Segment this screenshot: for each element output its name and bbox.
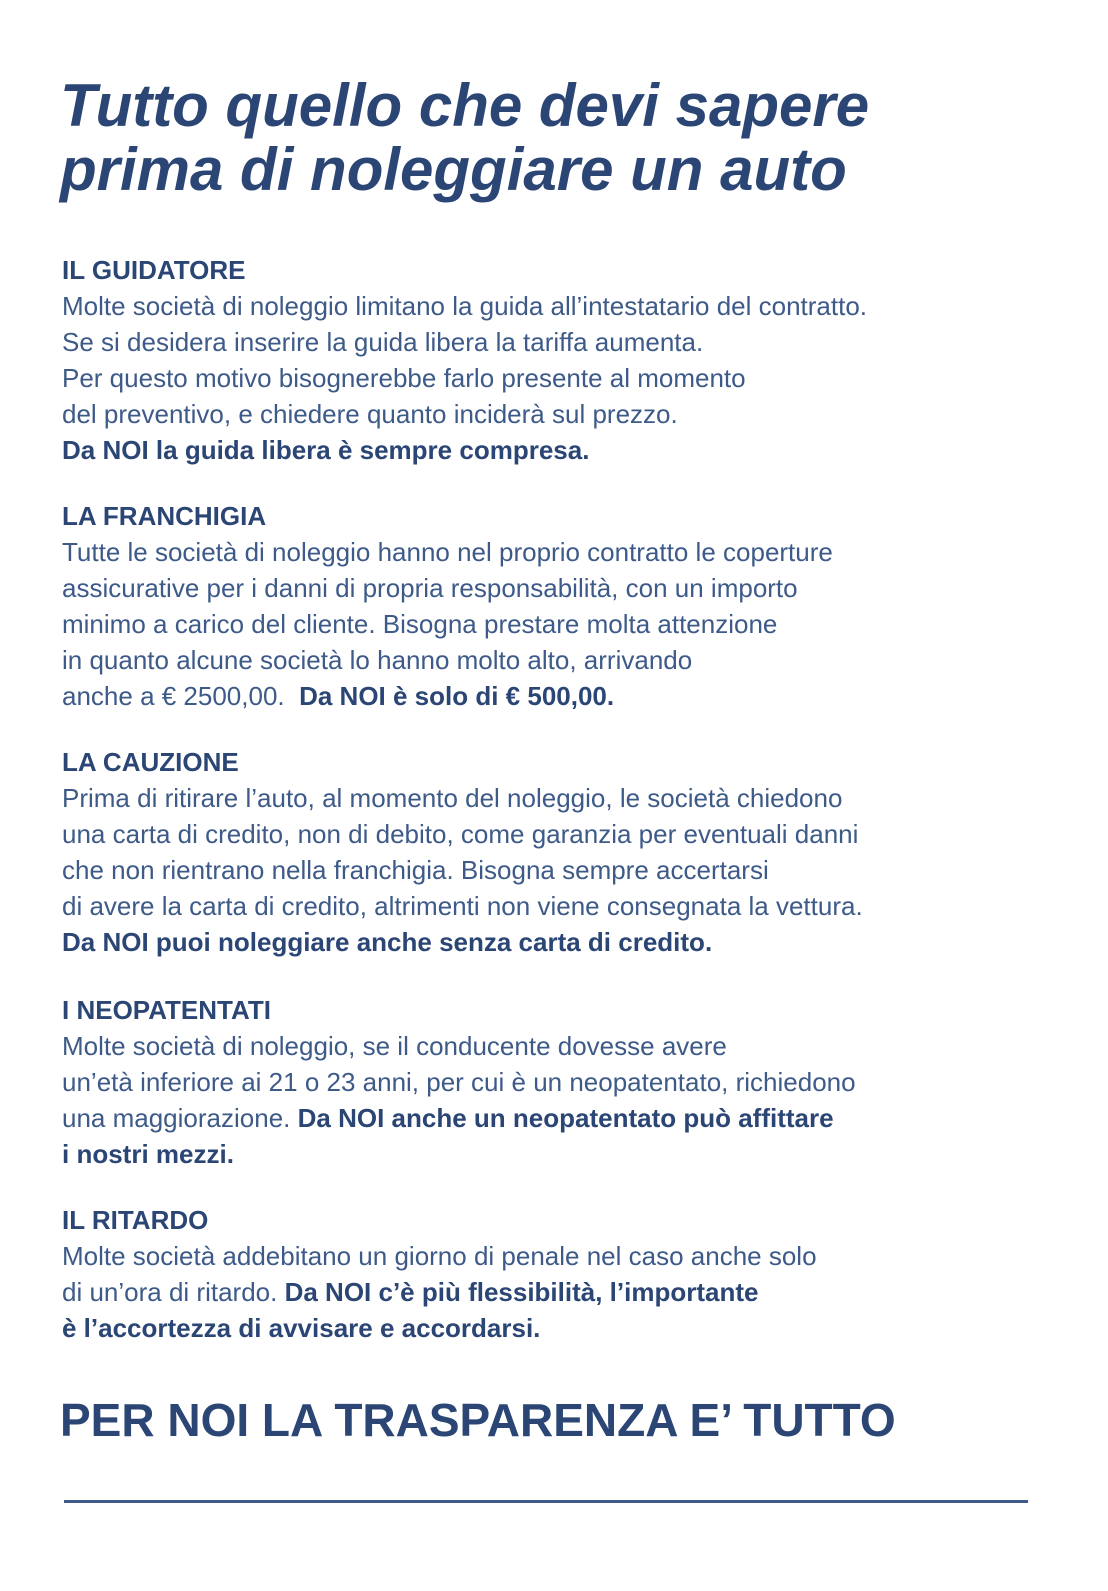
body-line: minimo a carico del cliente. Bisogna prestare molta attenzione [62,609,778,639]
highlight-text: Da NOI è solo di € 500,00. [299,681,615,711]
highlight-text: Da NOI la guida libera è sempre compresa. [62,435,590,465]
body-line-with-highlight [62,1100,1082,1136]
page-title-line-1: Tutto quello che devi sapere [60,72,870,139]
body-line-with-highlight [62,1274,1082,1310]
body-line: Molte società addebitano un giorno di penale nel caso anche solo [62,1241,817,1271]
closing-slogan: PER NOI LA TRASPARENZA E’ TUTTO [60,1394,896,1446]
body-line: assicurative per i danni di propria responsabilità, con un importo [62,573,798,603]
page-title-line-2: prima di noleggiare un auto [60,136,847,203]
body-line: una carta di credito, non di debito, come garanzia per eventuali danni [62,819,859,849]
section-body [62,1028,1082,1172]
body-line: Molte società di noleggio, se il conducente dovesse avere [62,1031,727,1061]
highlight-text: Da NOI c’è più flessibilità, l’importante [284,1277,759,1307]
body-line: del preventivo, e chiedere quanto inciderà sul prezzo. [62,399,678,429]
section-heading: I NEOPATENTATI [62,995,271,1025]
body-text: anche a € 2500,00. [62,681,285,711]
section-heading: LA CAUZIONE [62,747,239,777]
body-line: di avere la carta di credito, altrimenti non viene consegnata la vettura. [62,891,863,921]
section-body [62,288,1082,468]
section-franchigia [62,498,1082,714]
highlight-text: Da NOI anche un neopatentato può affittare [297,1103,834,1133]
body-line-with-highlight [62,678,1082,714]
body-line: Tutte le società di noleggio hanno nel proprio contratto le coperture [62,537,833,567]
body-line: Prima di ritirare l’auto, al momento del noleggio, le società chiedono [62,783,843,813]
body-line: Se si desidera inserire la guida libera la tariffa aumenta. [62,327,704,357]
highlight-text: i nostri mezzi. [62,1139,234,1169]
body-line: Molte società di noleggio limitano la guida all’intestatario del contratto. [62,291,868,321]
highlight-text: Da NOI puoi noleggiare anche senza carta di credito. [62,927,713,957]
section-ritardo [62,1202,1082,1346]
section-cauzione [62,744,1082,960]
section-guidatore [62,252,1082,468]
page-title [60,74,1060,202]
section-heading: IL RITARDO [62,1205,209,1235]
section-body [62,1238,1082,1346]
highlight-text: è l’accortezza di avvisare e accordarsi. [62,1313,541,1343]
bottom-divider [64,1500,1028,1503]
body-line: un’età inferiore ai 21 o 23 anni, per cui è un neopatentato, richiedono [62,1067,856,1097]
body-text: una maggiorazione. [62,1103,291,1133]
section-neopatentati [62,992,1082,1172]
section-body [62,780,1082,960]
body-line: in quanto alcune società lo hanno molto alto, arrivando [62,645,693,675]
section-heading: IL GUIDATORE [62,255,246,285]
section-heading: LA FRANCHIGIA [62,501,267,531]
section-body [62,534,1082,714]
body-line: che non rientrano nella franchigia. Bisogna sempre accertarsi [62,855,769,885]
body-line: Per questo motivo bisognerebbe farlo presente al momento [62,363,746,393]
body-text: di un’ora di ritardo. [62,1277,278,1307]
